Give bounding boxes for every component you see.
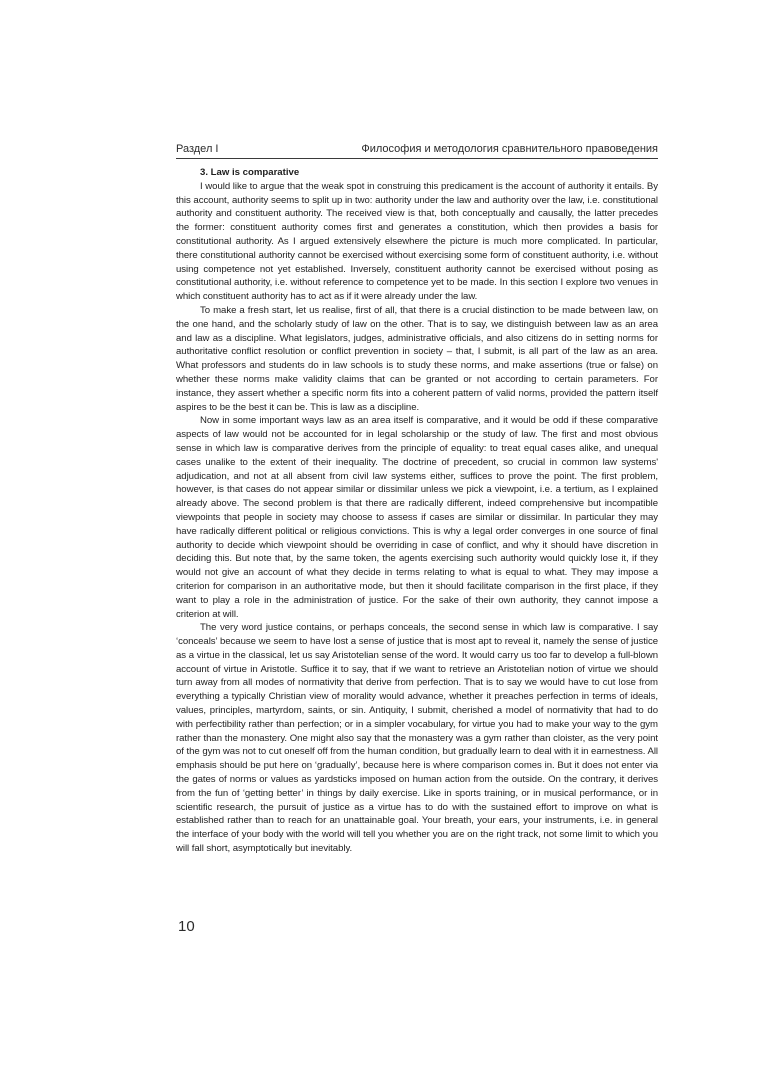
paragraph: The very word justice contains, or perhaps conceals, the second sense in which law is comparative. I say ‘conceals’ because we seem to have lost a sense of justice that is most apt to reveal it, namely the sense of justice as a virtue in the classical, let us say Aristotelian sense of the word. It would carry us too far to develop a full-blown account of virtue in Aristotle. Suffice it to say, that if we want to retrieve an Aristotelian notion of virtue we should turn away from all modes of normativity that derive from perfection. That is to say we would have to cut lose from everything a typically Christian view of morality would advance, whether it preaches perfection in terms of ideals, values, principles, martyrdom, saints, or sin. Antiquity, I submit, cherished a model of normativity that had to do with perfectibility rather than perfection; or in a simpler vocabulary, for virtue you had to make your way to the gym rather than the monastery. One might also say that the monastery was a gym rather than cloister, as the very point of the gym was not to cut oneself off from the human condition, but gradually learn to deal with it in earnestness. All emphasis should be put here on ‘gradually’, because here is where comparison comes in. But it does not enter via the gates of norms or values as yardsticks imposed on human action from the outside. On the contrary, it derives from the fun of ‘getting better’ in things by daily exercise. Like in sports training, or in musical performance, or in scientific research, the pursuit of justice as a virtue has to do with the sustained effort to improve on what is established rather than to reach for an unattainable goal. Your breath, your ears, your instruments, i.e. in general the interface of your body with the world will tell you whether you are on the right track, not some limit to which you will fall short, asymptotically but inevitably.: [176, 622, 658, 855]
running-head-section: Раздел I: [176, 143, 219, 155]
paragraph: I would like to argue that the weak spot in construing this predicament is the account of authority it entails. By this account, authority seems to split up in two: authority under the law and authority over the law, i.e. constitutional authority and constituent authority. The received view is that, both conceptually and causally, the latter precedes the former: constituent authority comes first and generates a constitution, which then provides a basis for constitutional authority. As I argued extensively elsewhere the picture is much more complicated. In particular, there constitutional authority cannot be exercised without exercising some form of constituent authority, i.e. without using competence not yet established. Inversely, constituent authority cannot be exercised without posing as constitutional authority, i.e. without reference to competence yet to be made. In this section I explore two venues in which constituent authority has to act as if it were already under the law.: [176, 180, 658, 303]
running-head: [176, 142, 658, 159]
section-heading: 3. Law is comparative: [200, 167, 300, 178]
paragraph: Now in some important ways law as an area itself is comparative, and it would be odd if these comparative aspects of law would not be accounted for in legal scholarship or the study of law. The first and most obvious sense in which law is comparative derives from the principle of equality: to treat equal cases alike, and unequal cases unalike to the extent of their inequality. The doctrine of precedent, so crucial in common law systems' adjudication, and not at all absent from civil law systems either, suffices to prove the point. The first problem, however, is that cases do not appear similar or dissimilar unless we pick a viewpoint, i.e. a tertium, as I explained already above. The second problem is that there are radically different, indeed comprehensive but incompatible viewpoints that people in society may choose to assess if cases are similar or dissimilar. In particular they may have radically different political or religious convictions. This is why a legal order converges in one source of final authority to decide which viewpoint should be overriding in case of conflict, and why it should have discretion in deciding this. But note that, by the same token, the agents exercising such authority would quickly lose it, if they would not give an account of what they decide in terms relating to what is equal to what. They may impose a criterion for comparison in an authoritative mode, but then it should facilitate comparison in the first place, if they want to play a role in the administration of justice. For the sake of their own authority, they cannot impose a criterion at will.: [176, 415, 658, 620]
running-head-book-title: Философия и методология сравнительного правоведения: [361, 143, 658, 155]
page-number: 10: [178, 918, 195, 935]
page-body: [176, 166, 658, 856]
paragraph: To make a fresh start, let us realise, first of all, that there is a crucial distinction to be made between law, on the one hand, and the scholarly study of law on the other. That is to say, we distinguish between law as an area and law as a discipline. What legislators, judges, administrative officials, and also citizens do in setting norms for authoritative conflict resolution or conflict prevention in society – that, I submit, is all part of the law as an area. What professors and students do in law schools is to study these norms, and make assertions (true or false) on whether these norms make validity claims that can be granted or not according to certain parameters. For instance, they assert whether a specific norm fits into a coherent pattern of valid norms, provided the pattern itself aspires to be the best it can be. This is law as a discipline.: [176, 304, 658, 413]
